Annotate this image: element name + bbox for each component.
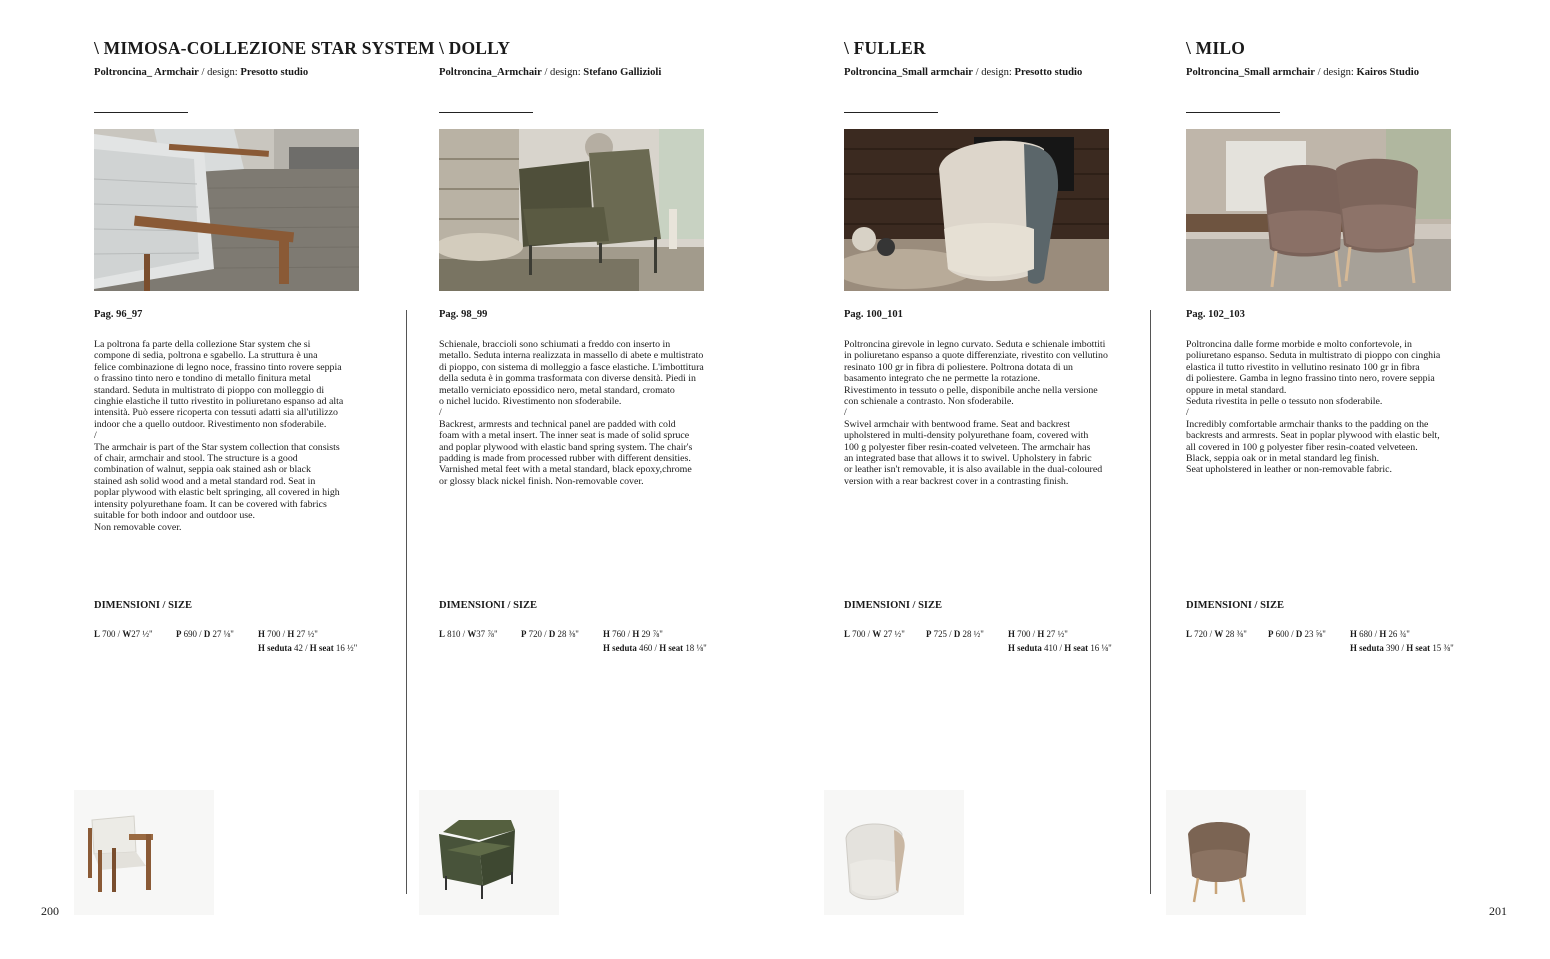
title-rule — [94, 112, 188, 113]
page-reference: Pag. 96_97 — [94, 309, 143, 320]
product-subtitle: Poltroncina_Small armchair / design: Kairos Studio — [1186, 67, 1419, 78]
page-reference: Pag. 98_99 — [439, 309, 488, 320]
dimensions-heading: DIMENSIONI / SIZE — [94, 600, 193, 611]
page-number-right: 201 — [1489, 904, 1507, 918]
product-title: \ DOLLY — [439, 38, 511, 58]
product-title: \ MIMOSA-COLLEZIONE STAR SYSTEM — [94, 38, 435, 58]
product-title: \ MILO — [1186, 38, 1246, 58]
product-description: La poltrona fa parte della collezione Star system che si compone di sedia, poltrona e sgabello. La struttura è una felice combinazione di legno noce, frassino tinto rovere seppia o frassino tinto nero e tondino di metallo finitura metal standard. Seduta in multistrato di pioppo con molleggio di cinghie elastiche il tutto rivestito in poliuretano espanso ad alta intensità. Può essere ricoperta con tessuti adatti sia all'utilizzo indoor che a quello outdoor. Rivestimento non sfoderabile. / The armchair is part of the Star system collection that consists of chair, armchair and stool. The structure is a good combination of walnut, seppia oak stained ash or black stained ash solid wood and a metal standard rod. Seat in poplar plywood with elastic belt springing, all covered in high intensity polyurethane foam. It can be covered with fabrics suitable for both indoor and outdoor use. Non removable cover. — [94, 339, 344, 533]
product-description: Poltroncina girevole in legno curvato. Seduta e schienale imbottiti in poliuretano espanso a quote differenziate, rivestito con vellutino resinato 100 gr in fibra di poliestere. Poltrona dotata di un basamento integrato che ne permette la rotazione. Rivestimento in tessuto o pelle, disponibile anche nella versione con schienale a contrasto. Non sfoderabile. / Swivel armchair with bentwood frame. Seat and backrest upholstered in multi-density polyurethane foam, covered with 100 g polyester fiber resin-coated velveteen. The armchair has an integrated base that allows it to swivel. Upholstery in fabric or leather isn't removable, it is also available in the dual-coloured version with a rear backrest cover in a contrasting finish. — [844, 339, 1108, 487]
product-description: Schienale, braccioli sono schiumati a freddo con inserto in metallo. Seduta interna realizzata in massello di abete e multistrato di pioppo, con sistema di molleggio a fasce elastiche. L'imbottitura della seduta è in gomma trasformata con diverse densità. Piedi in metallo verniciato epossidico nero, metal standard, cromato o nichel lucido. Rivestimento non sfoderabile. / Backrest, armrests and technical panel are padded with cold foam with a metal insert. The inner seat is made of solid spruce and poplar plywood with elastic band spring system. The chair's padding is made from processed rubber with different densities. Varnished metal feet with a metal standard, black epoxy,chrome or glossy black nickel finish. Non-removable cover. — [439, 339, 704, 487]
page-number-left: 200 — [41, 904, 59, 918]
product-photo — [844, 129, 1109, 291]
page-reference: Pag. 102_103 — [1186, 309, 1245, 320]
product-subtitle: Poltroncina_ Armchair / design: Presotto studio — [94, 67, 309, 78]
product-thumbnail — [824, 790, 964, 915]
title-rule — [439, 112, 533, 113]
page-reference: Pag. 100_101 — [844, 309, 903, 320]
column-divider — [1150, 310, 1151, 894]
dimensions-heading: DIMENSIONI / SIZE — [844, 600, 943, 611]
product-photo — [439, 129, 704, 291]
product-photo — [94, 129, 359, 291]
dimensions-heading: DIMENSIONI / SIZE — [1186, 600, 1285, 611]
product-photo — [1186, 129, 1451, 291]
product-thumbnail — [419, 790, 559, 915]
product-subtitle: Poltroncina_Armchair / design: Stefano Gallizioli — [439, 67, 662, 78]
title-rule — [844, 112, 938, 113]
dimensions-heading: DIMENSIONI / SIZE — [439, 600, 538, 611]
product-subtitle: Poltroncina_Small armchair / design: Presotto studio — [844, 67, 1083, 78]
column-divider — [406, 310, 407, 894]
product-thumbnail — [1166, 790, 1306, 915]
product-description: Poltroncina dalle forme morbide e molto confortevole, in poliuretano espanso. Seduta in multistrato di pioppo con cinghia elastica il tutto rivestito in vellutino resinato 100 gr in fibra di poliestere. Gamba in legno frassino tinto nero, rovere seppia oppure in metal standard. Seduta rivestita in pelle o tessuto non sfoderabile. / Incredibly comfortable armchair thanks to the padding on the backrests and armrests. Seat in poplar plywood with elastic belt, all covered in 100 g polyester fiber resin-coated velveteen. Black, seppia oak or in metal standard leg finish. Seat upholstered in leather or non-removable fabric. — [1186, 339, 1441, 476]
product-title: \ FULLER — [844, 38, 926, 58]
title-rule — [1186, 112, 1280, 113]
product-thumbnail — [74, 790, 214, 915]
